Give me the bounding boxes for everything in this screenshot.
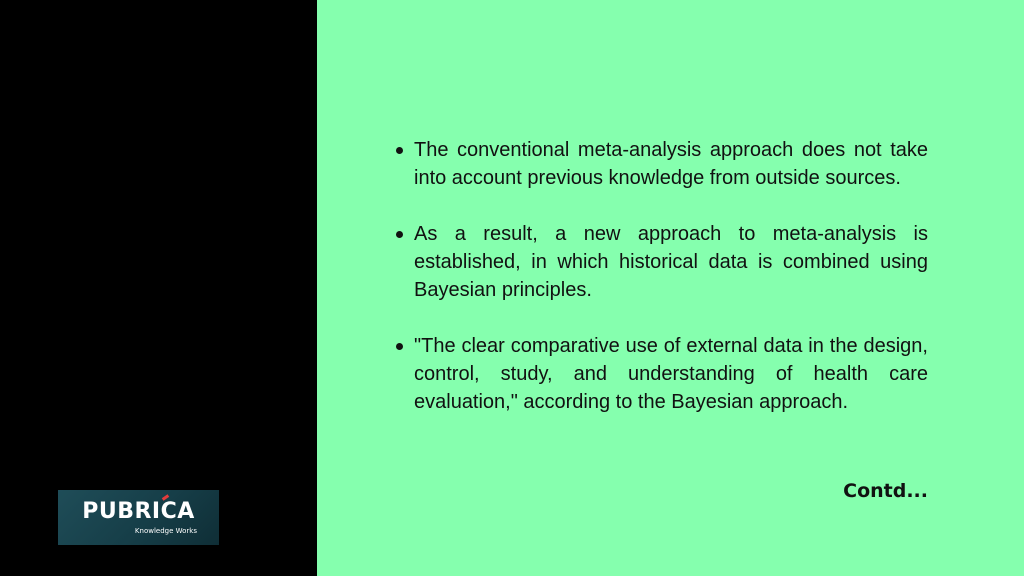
bullet-text: The conventional meta-analysis approach does not take into account previous knowledge from outside sources. <box>414 139 928 189</box>
continued-label: Contd... <box>843 480 928 502</box>
bullet-list <box>396 136 928 444</box>
bullet-item <box>396 220 928 304</box>
bullet-dot-icon <box>396 231 403 238</box>
bullet-text: As a result, a new approach to meta-analysis is established, in which historical data is combined using Bayesian principles. <box>414 223 928 301</box>
bullet-text: "The clear comparative use of external data in the design, control, study, and understanding of health care evaluation," according to the Bayesian approach. <box>414 335 928 413</box>
bullet-dot-icon <box>396 147 403 154</box>
bullet-dot-icon <box>396 343 403 350</box>
logo-name: PUBRICA <box>82 499 195 524</box>
bullet-item <box>396 332 928 416</box>
bullet-item <box>396 136 928 192</box>
pubrica-logo <box>58 490 219 545</box>
logo-tagline: Knowledge Works <box>134 527 197 535</box>
